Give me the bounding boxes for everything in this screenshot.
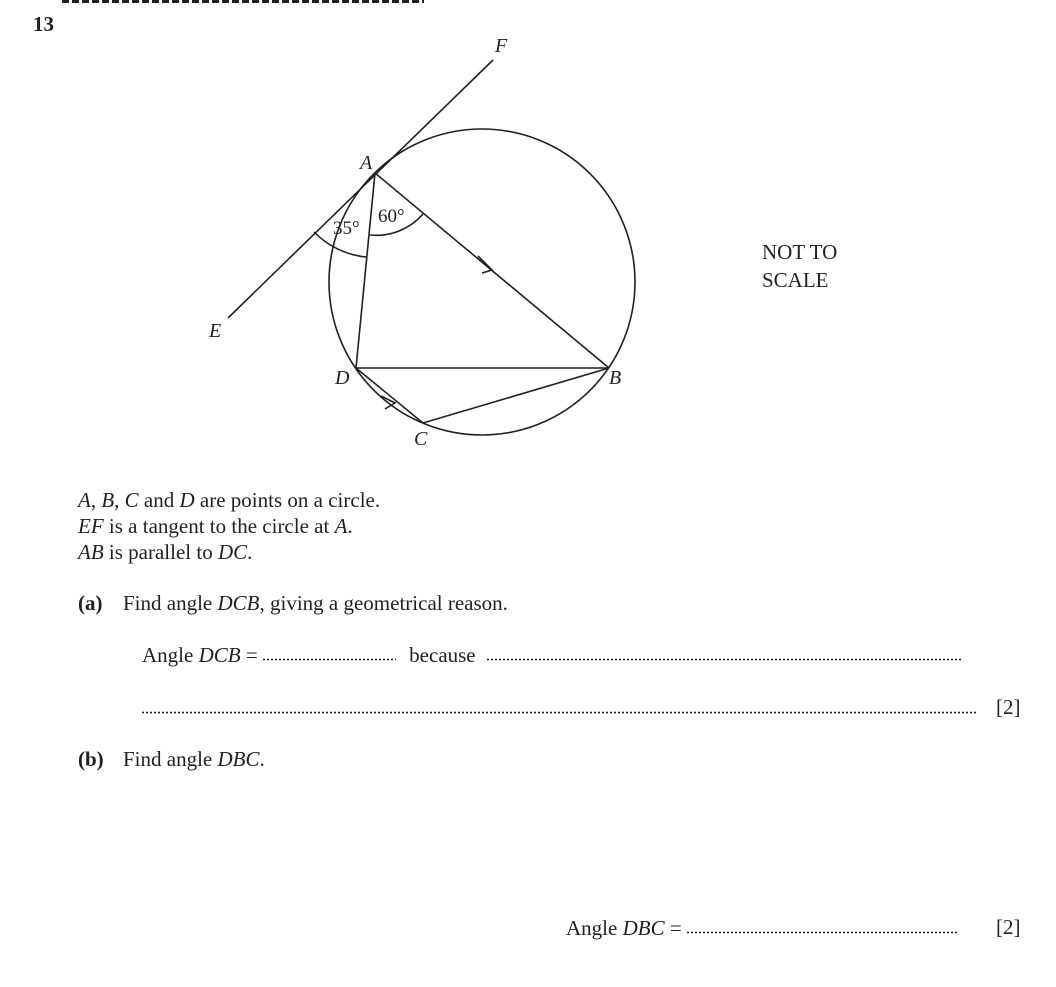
- note-line-2: SCALE: [762, 268, 829, 292]
- part-b-question: (b) Find angle DBC.: [78, 747, 265, 771]
- part-a-marks: [2]: [996, 695, 1021, 719]
- note-line-1: NOT TO: [762, 240, 838, 264]
- label-point-E: E: [209, 320, 222, 342]
- label-point-C: C: [414, 428, 428, 450]
- angle-label-60: 60°: [378, 206, 405, 227]
- part-b-label: (b): [78, 747, 104, 771]
- because-label: because: [409, 643, 476, 667]
- label-point-A: A: [360, 152, 373, 174]
- part-b-answer-row: Angle DBC =: [566, 916, 959, 941]
- part-a-reason-row: [142, 696, 978, 721]
- tangent-line-EF: [228, 60, 493, 318]
- label-point-F: F: [495, 35, 508, 57]
- label-point-B: B: [609, 367, 622, 389]
- part-b-marks: [2]: [996, 915, 1021, 939]
- answer-field-angle-dbc[interactable]: [687, 931, 959, 934]
- part-a-question: (a) Find angle DCB, giving a geometrical reason.: [78, 591, 508, 615]
- angle-label-35: 35°: [333, 218, 360, 239]
- answer-field-angle-dcb[interactable]: [263, 658, 396, 661]
- statement-1: A, B, C and D are points on a circle.: [78, 488, 381, 512]
- chord-AD: [356, 173, 375, 368]
- label-point-D: D: [335, 367, 350, 389]
- question-number: 13: [33, 12, 54, 36]
- part-a-answer-row: Angle DCB = because: [142, 643, 961, 668]
- statement-3: AB is parallel to DC.: [78, 540, 253, 564]
- statement-2: EF is a tangent to the circle at A.: [78, 514, 353, 538]
- not-to-scale-note: [762, 238, 837, 294]
- chord-CB: [423, 368, 609, 423]
- geometry-diagram: [0, 0, 1056, 470]
- part-a-label: (a): [78, 591, 103, 615]
- answer-field-reason-line-1[interactable]: [487, 658, 961, 661]
- chord-DC: [356, 368, 423, 423]
- given-statements: [78, 487, 380, 565]
- answer-field-reason-line-2[interactable]: [142, 711, 978, 714]
